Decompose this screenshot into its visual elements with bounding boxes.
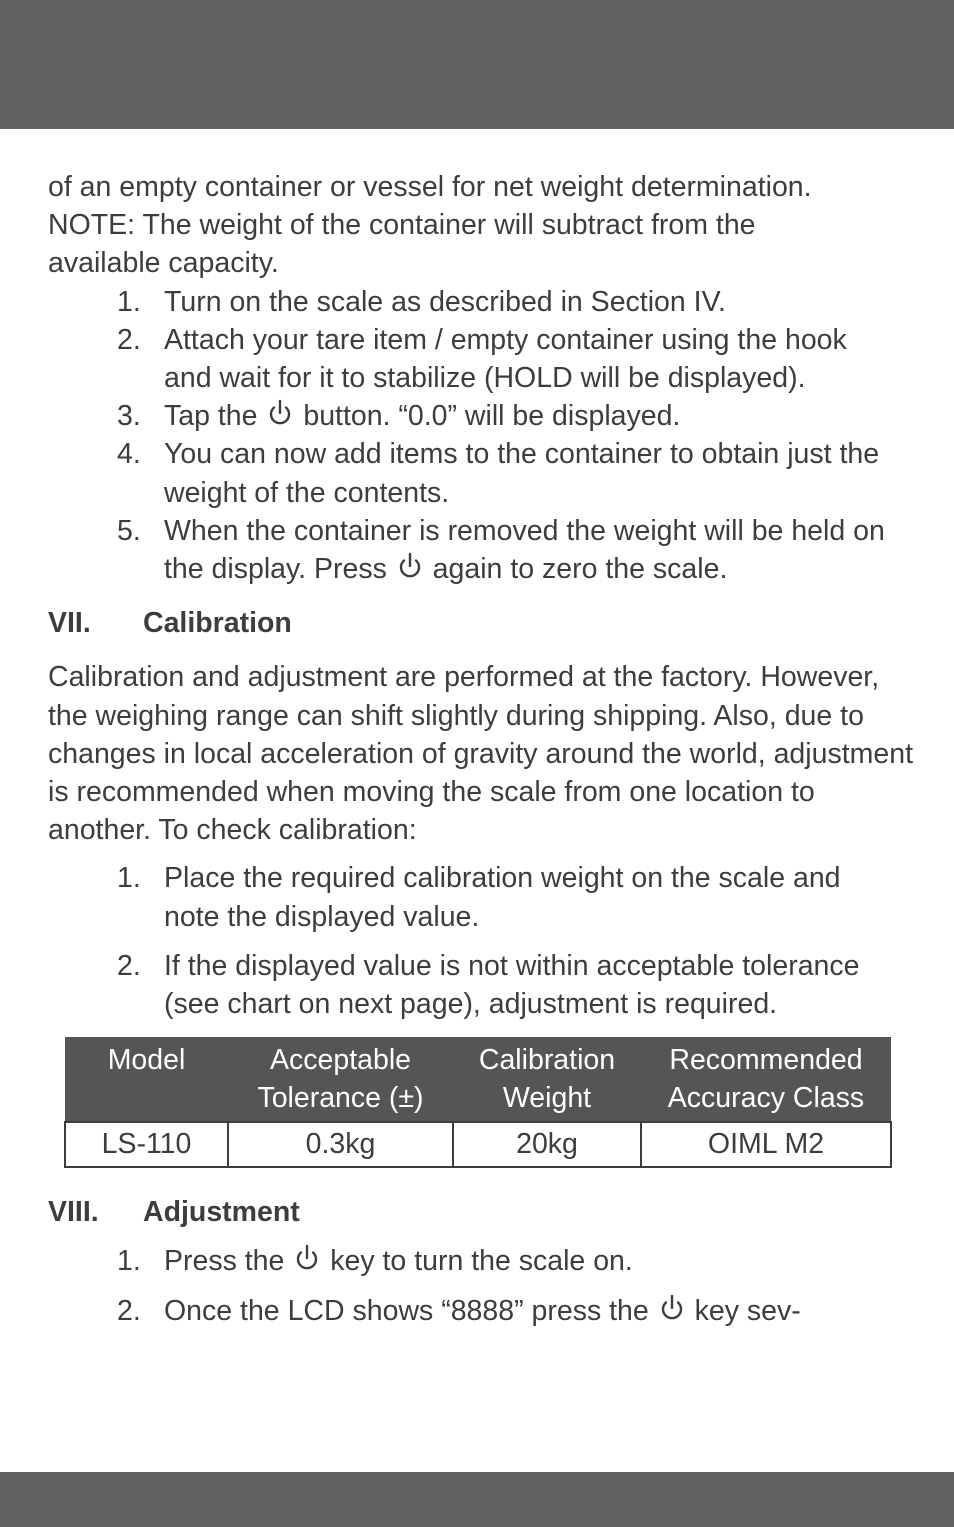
list-item — [48, 1242, 918, 1280]
header-line: Calibration — [478, 1044, 616, 1077]
section-number: VIII. — [48, 1196, 99, 1229]
step-text: If the displayed value is not within acceptable tolerance (see chart on next page), adjustment is required. — [164, 949, 860, 1021]
table-row — [65, 1122, 891, 1167]
list-item — [48, 283, 918, 321]
header-accuracy-class — [641, 1037, 891, 1122]
list-item — [48, 435, 884, 511]
step-text-before-icon: Tap the — [164, 400, 258, 433]
intro-note: NOTE: The weight of the container will subtract from the available capacity. — [48, 209, 756, 280]
list-item — [48, 397, 918, 435]
step-text-after-icon: key to turn the scale on. — [330, 1245, 633, 1278]
power-icon — [294, 1244, 320, 1272]
step-text-after-icon: again to zero the scale. — [432, 553, 728, 586]
header-line: Model — [107, 1044, 186, 1077]
section-number: VII. — [48, 607, 91, 640]
header-line: Recommended — [669, 1044, 863, 1077]
step-number: 2. — [117, 323, 141, 356]
cell-model: LS-110 — [65, 1122, 228, 1167]
step-number: 3. — [117, 400, 141, 433]
step-text-before-icon: Press the — [164, 1245, 285, 1278]
step-text-before-icon: Once the LCD shows “8888” press the — [164, 1294, 649, 1327]
step-number: 2. — [117, 1294, 141, 1327]
list-item — [48, 512, 918, 588]
header-line: Accuracy Class — [667, 1082, 865, 1115]
power-icon — [397, 552, 423, 580]
header-line: Tolerance (±) — [257, 1082, 424, 1115]
step-number: 4. — [117, 438, 141, 471]
section-title: Adjustment — [143, 1196, 300, 1229]
header-line: Acceptable — [269, 1044, 411, 1077]
list-item — [48, 1292, 918, 1330]
step-text: You can now add items to the container to obtain just the weight of the contents. — [164, 438, 880, 509]
step-text-after-icon: button. “0.0” will be displayed. — [303, 400, 681, 433]
list-item — [48, 321, 856, 397]
header-model — [65, 1037, 228, 1122]
calibration-steps — [48, 859, 918, 1023]
calibration-body: Calibration and adjustment are performed at the factory. However, the weighing range can shift slightly during shipping. Also, due to changes in local acceleration of gravity around the world, adjustment is recommended when moving the scale from one location to another. To check calibration: — [48, 661, 913, 847]
section-heading-calibration — [48, 604, 918, 642]
cell-tolerance: 0.3kg — [228, 1122, 453, 1167]
adjustment-steps — [48, 1242, 918, 1329]
list-item — [48, 859, 864, 935]
header-tolerance — [228, 1037, 453, 1122]
power-icon — [659, 1294, 685, 1322]
step-text-after-icon: key sev- — [694, 1294, 801, 1327]
step-text: Turn on the scale as described in Section IV. — [164, 285, 726, 318]
footer-bar — [0, 1472, 954, 1527]
section-heading-adjustment — [48, 1193, 918, 1231]
table-header-row — [65, 1037, 891, 1122]
intro-line-1: of an empty container or vessel for net weight determination. — [48, 171, 812, 203]
cell-accuracy-class: OIML M2 — [641, 1122, 891, 1167]
cell-calibration-weight: 20kg — [453, 1122, 641, 1167]
step-number: 1. — [117, 862, 141, 895]
page-content — [48, 168, 918, 1330]
step-text: Place the required calibration weight on the scale and note the displayed value. — [164, 862, 841, 933]
step-number: 1. — [117, 1245, 141, 1278]
tare-steps — [48, 283, 918, 589]
power-icon — [267, 399, 293, 427]
tolerance-table — [64, 1037, 892, 1168]
header-calibration-weight — [453, 1037, 641, 1122]
step-number: 5. — [117, 514, 141, 547]
step-text: Attach your tare item / empty container using the hook and wait for it to stabilize (HOLD will be displayed). — [164, 323, 847, 395]
step-text-before-icon: When the container is removed the weight will be held on the display. Press — [164, 514, 885, 586]
step-number: 1. — [117, 285, 141, 318]
section-title: Calibration — [143, 607, 292, 640]
header-bar — [0, 0, 954, 129]
header-line: Weight — [502, 1082, 592, 1115]
list-item — [48, 947, 864, 1023]
step-number: 2. — [117, 949, 141, 982]
